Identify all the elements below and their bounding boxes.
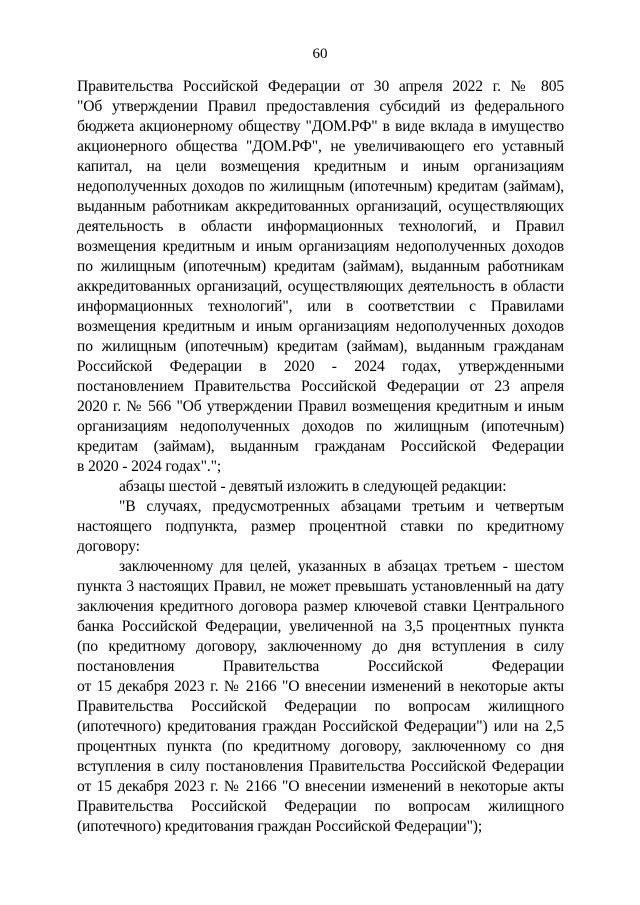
text-line: бюджета акционерному обществу "ДОМ.РФ" в виде вклада в имущество — [77, 118, 564, 135]
paragraph — [77, 477, 564, 497]
text-line: вступления в силу постановления Правительства Российской Федерации — [77, 758, 564, 775]
text-line: информационных технологий", или в соответствии с Правилами — [77, 298, 564, 315]
text-line: (ипотечного) кредитования граждан Российской Федерации") или на 2,5 — [77, 718, 564, 735]
text-line: по жилищным (ипотечным) кредитам (займам), выданным гражданам — [77, 338, 564, 355]
paragraph — [77, 557, 564, 837]
text-line: акционерного общества "ДОМ.РФ", не увеличивающего его уставный — [77, 138, 564, 155]
text-line: по жилищным (ипотечным) кредитам (займам), выданным работникам — [77, 258, 564, 275]
text-line: аккредитованных организаций, осуществляющих деятельность в области — [77, 278, 564, 295]
text-line: от 15 декабря 2023 г. № 2166 "О внесении изменений в некоторые акты — [77, 678, 564, 695]
text-line: банка Российской Федерации, увеличенной на 3,5 процентных пункта — [77, 618, 564, 635]
text-line: пункта 3 настоящих Правил, не может превышать установленный на дату — [77, 578, 564, 595]
text-line: постановления Правительства Российской Федерации — [77, 658, 564, 675]
text-line: выданным работникам аккредитованных организаций, осуществляющих — [77, 198, 564, 215]
paragraph — [77, 77, 564, 477]
paragraph — [77, 497, 564, 557]
text-line: процентных пункта (по кредитному договору, заключенному со дня — [77, 738, 564, 755]
text-line: заключенному для целей, указанных в абзацах третьем - шестом — [119, 558, 564, 575]
text-line: Российской Федерации в 2020 - 2024 годах, утвержденными — [77, 358, 564, 375]
text-line: (ипотечного) кредитования граждан Российской Федерации"); — [77, 818, 483, 835]
text-line: Правительства Российской Федерации от 30 апреля 2022 г. № 805 — [77, 78, 564, 95]
text-line: "В случаях, предусмотренных абзацами третьим и четвертым — [119, 498, 564, 515]
text-line: Правительства Российской Федерации по вопросам жилищного — [77, 698, 564, 715]
text-line: капитал, на цели возмещения кредитным и иным организациям — [77, 158, 564, 175]
text-line: (по кредитному договору, заключенному до дня вступления в силу — [77, 638, 564, 655]
page-number: 60 — [312, 46, 328, 62]
text-line: "Об утверждении Правил предоставления субсидий из федерального — [77, 98, 564, 115]
text-line: организациям недополученных доходов по жилищным (ипотечным) — [77, 418, 564, 435]
document-body — [77, 77, 564, 837]
text-line: кредитам (займам), выданным гражданам Российской Федерации — [77, 438, 564, 455]
text-line: возмещения кредитным и иным организациям недополученных доходов — [77, 318, 564, 335]
text-line: в 2020 - 2024 годах"."; — [77, 458, 222, 475]
text-line: от 15 декабря 2023 г. № 2166 "О внесении изменений в некоторые акты — [77, 778, 564, 795]
text-line: абзацы шестой - девятый изложить в следующей редакции: — [119, 478, 507, 495]
text-line: недополученных доходов по жилищным (ипотечным) кредитам (займам), — [77, 178, 564, 195]
text-line: постановлением Правительства Российской Федерации от 23 апреля — [77, 378, 564, 395]
text-line: возмещения кредитным и иным организациям недополученных доходов — [77, 238, 564, 255]
text-line: Правительства Российской Федерации по вопросам жилищного — [77, 798, 564, 815]
text-line: 2020 г. № 566 "Об утверждении Правил возмещения кредитным и иным — [77, 398, 564, 415]
text-line: заключения кредитного договора размер ключевой ставки Центрального — [77, 598, 564, 615]
text-line: настоящего подпункта, размер процентной ставки по кредитному — [77, 518, 564, 535]
text-line: деятельность в области информационных технологий, и Правил — [77, 218, 564, 235]
text-line: договору: — [77, 538, 140, 555]
